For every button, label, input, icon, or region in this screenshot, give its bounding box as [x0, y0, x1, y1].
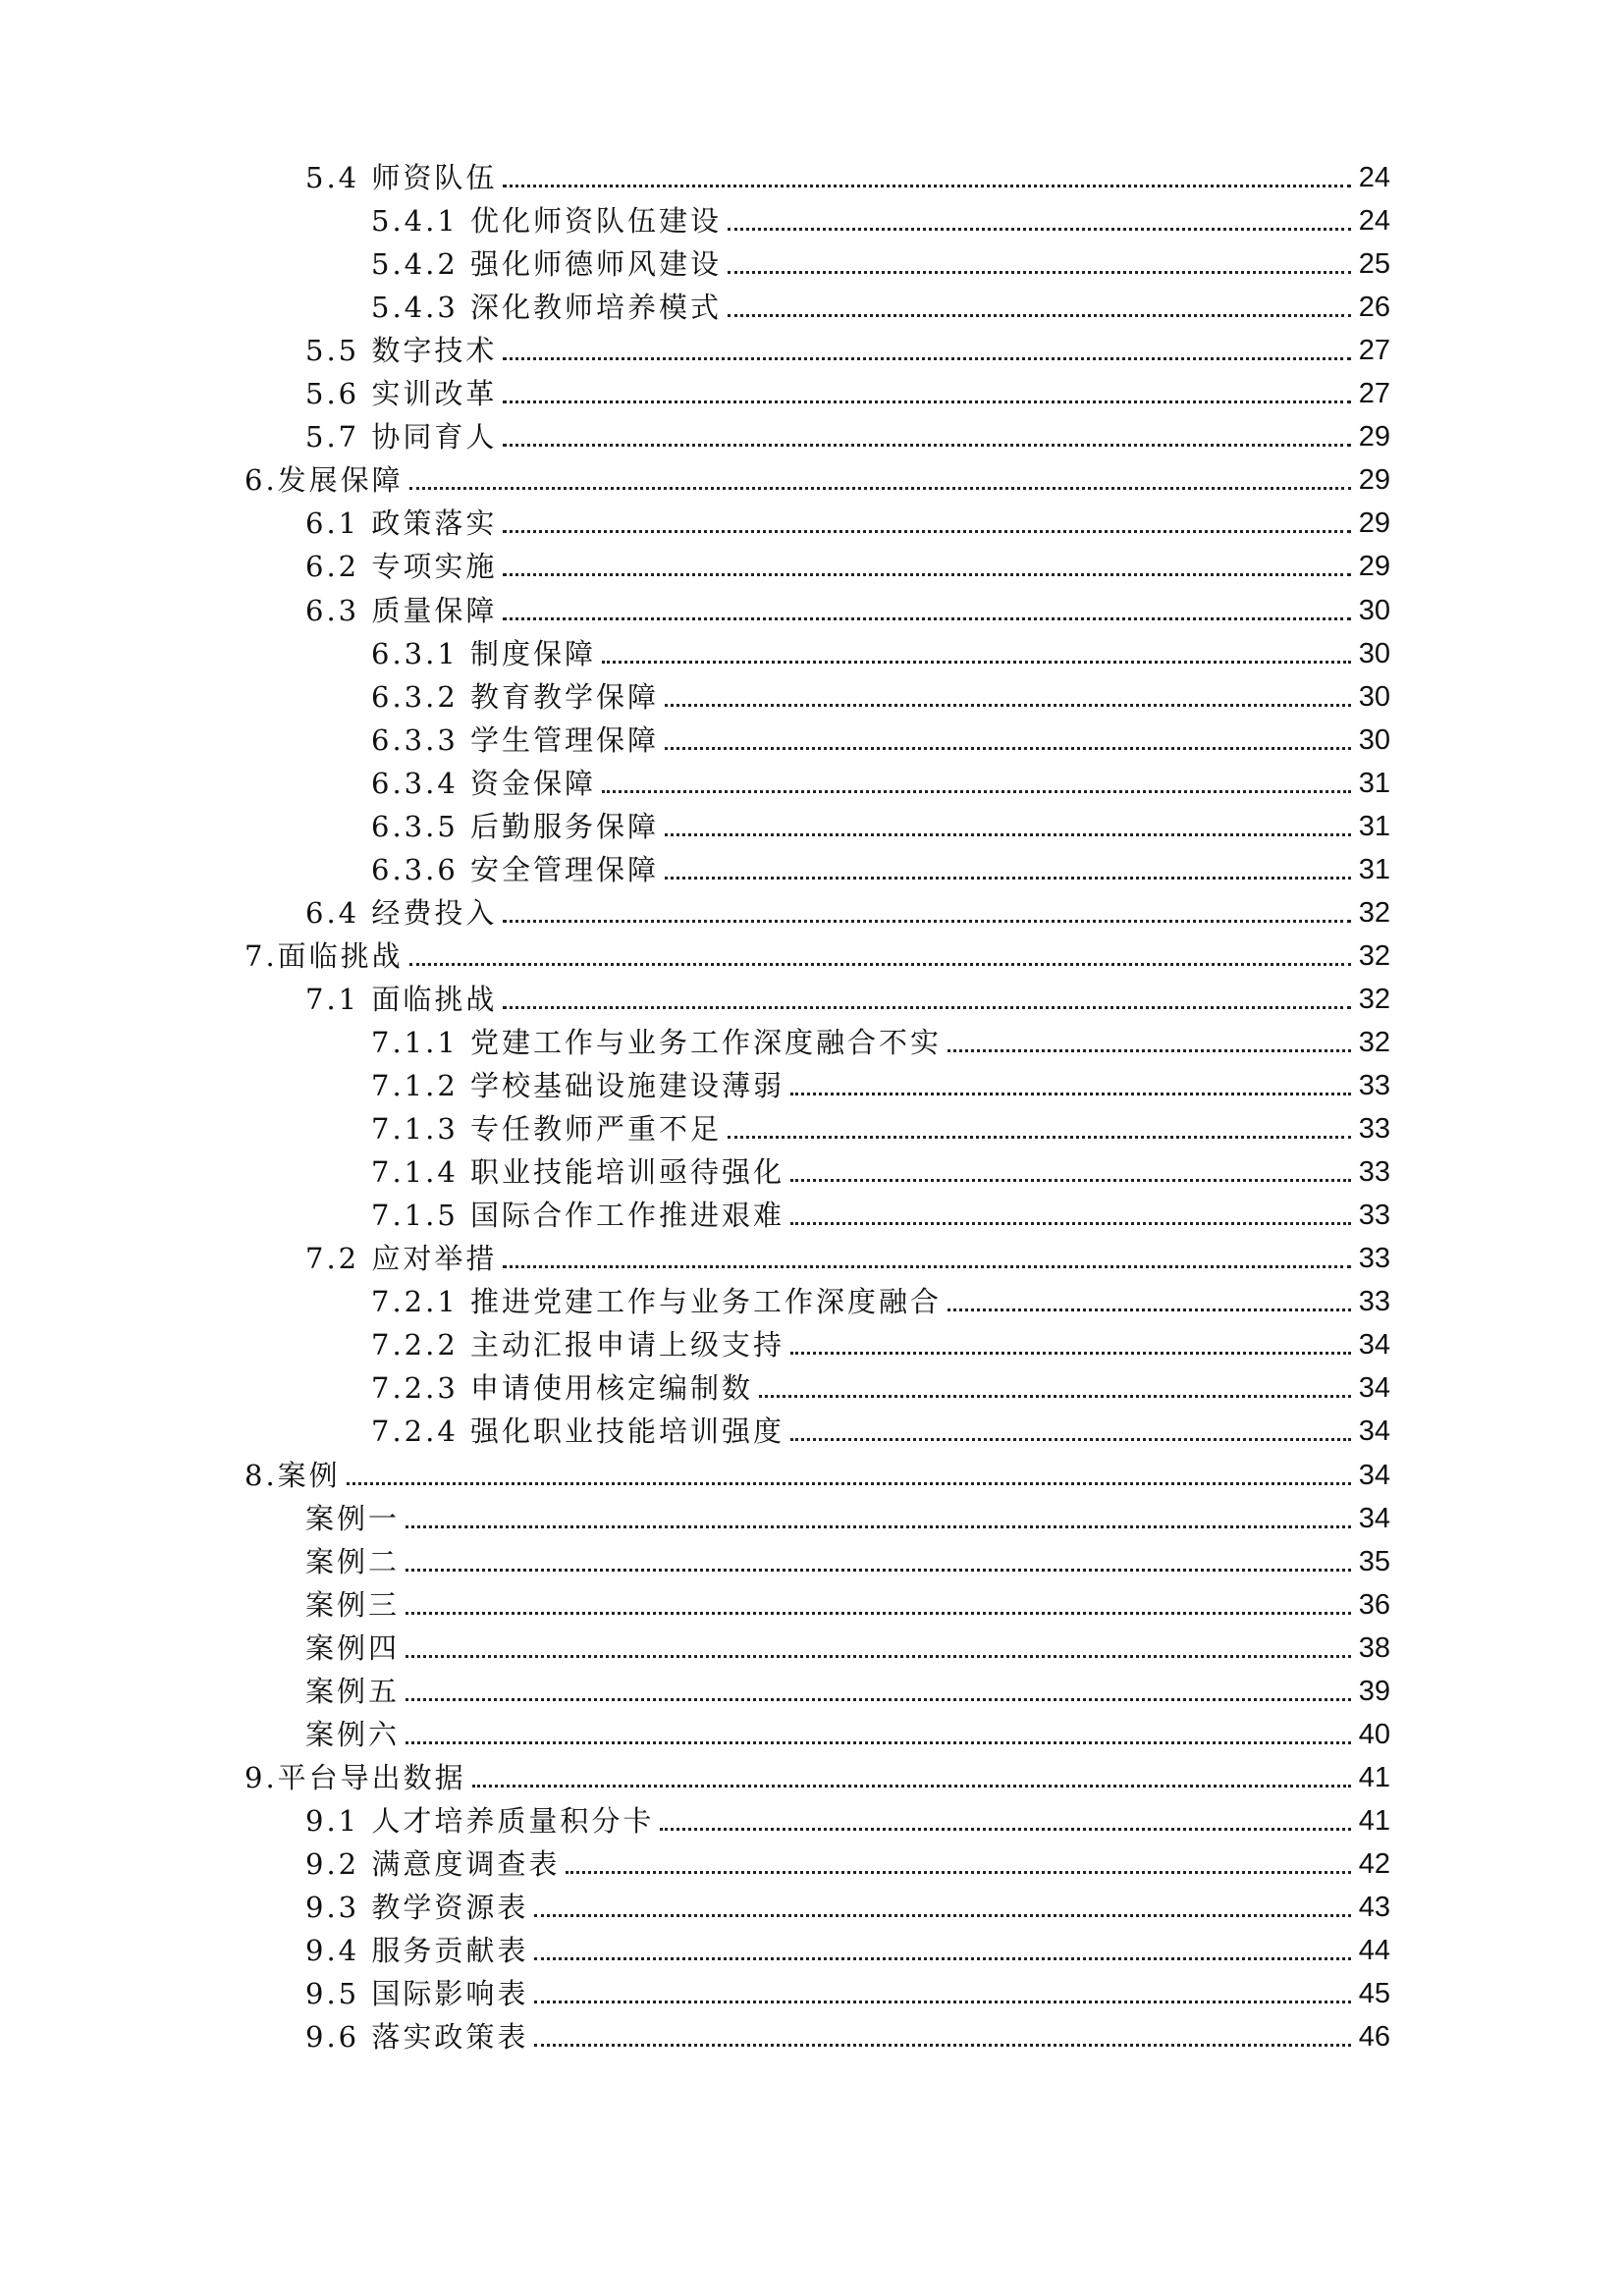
toc-entry[interactable]	[305, 1838, 1390, 1881]
toc-entry-title: 6.4 经费投入	[305, 895, 498, 930]
toc-dot-leader	[665, 704, 1351, 707]
toc-entry-page-number: 43	[1358, 1892, 1390, 1923]
toc-entry-page-number: 34	[1358, 1502, 1390, 1534]
toc-entry[interactable]	[305, 1535, 1390, 1578]
toc-entry-title: 案例五	[305, 1674, 401, 1708]
toc-entry-page-number: 45	[1358, 1978, 1390, 2010]
toc-entry-page-number: 31	[1358, 853, 1390, 885]
toc-entry-page-number: 32	[1358, 983, 1390, 1015]
toc-entry-page-number: 46	[1358, 2021, 1390, 2054]
toc-entry-title: 6.1 政策落实	[305, 507, 498, 541]
toc-entry[interactable]	[371, 627, 1390, 670]
toc-dot-leader	[534, 1957, 1351, 1960]
toc-entry-title: 9.5 国际影响表	[305, 1977, 529, 2011]
toc-entry[interactable]	[371, 1146, 1390, 1189]
toc-entry[interactable]	[305, 410, 1390, 454]
toc-dot-leader	[728, 314, 1351, 317]
toc-entry-page-number: 34	[1358, 1329, 1390, 1362]
toc-entry-page-number: 25	[1358, 248, 1390, 281]
toc-dot-leader	[602, 790, 1351, 793]
toc-entry[interactable]	[371, 800, 1390, 843]
toc-entry-page-number: 24	[1358, 162, 1390, 193]
toc-entry[interactable]	[305, 1622, 1390, 1665]
toc-entry-title: 6.3.2 教育教学保障	[371, 679, 660, 714]
toc-dot-leader	[503, 400, 1351, 403]
toc-dot-leader	[406, 1569, 1351, 1572]
toc-entry-title: 6.3.1 制度保障	[371, 636, 597, 670]
toc-entry-page-number: 33	[1358, 1156, 1390, 1189]
toc-dot-leader	[534, 1914, 1351, 1917]
toc-dot-leader	[728, 271, 1351, 274]
toc-dot-leader	[534, 2001, 1351, 2003]
toc-entry-page-number: 40	[1358, 1718, 1390, 1750]
toc-entry-title: 9.1 人才培养质量积分卡	[305, 1803, 655, 1838]
toc-entry[interactable]	[305, 1578, 1390, 1622]
toc-entry-page-number: 33	[1358, 1070, 1390, 1102]
toc-entry-title: 5.4 师资队伍	[305, 161, 498, 194]
toc-entry-page-number: 34	[1358, 1372, 1390, 1405]
toc-entry-title: 7.1.1 党建工作与业务工作深度融合不实	[371, 1026, 943, 1059]
toc-entry-title: 6.发展保障	[244, 463, 404, 498]
toc-entry-page-number: 39	[1358, 1675, 1390, 1707]
toc-entry[interactable]	[305, 886, 1390, 930]
toc-entry-page-number: 42	[1358, 1847, 1390, 1880]
toc-entry-page-number: 33	[1358, 1200, 1390, 1232]
toc-entry[interactable]	[371, 238, 1390, 281]
toc-entry[interactable]	[244, 930, 1390, 973]
toc-entry-title: 7.2.4 强化职业技能培训强度	[371, 1415, 785, 1449]
toc-entry[interactable]	[371, 670, 1390, 714]
toc-entry-page-number: 36	[1358, 1588, 1390, 1621]
toc-entry-page-number: 41	[1358, 1761, 1390, 1793]
toc-entry[interactable]	[305, 1967, 1390, 2010]
toc-entry-page-number: 35	[1358, 1545, 1390, 1577]
toc-entry-page-number: 44	[1358, 1935, 1390, 1967]
toc-dot-leader	[602, 661, 1351, 664]
toc-entry[interactable]	[305, 151, 1390, 194]
toc-dot-leader	[503, 357, 1351, 360]
toc-entry-title: 6.3.4 资金保障	[371, 766, 597, 800]
toc-entry-page-number: 29	[1358, 551, 1390, 583]
toc-entry[interactable]	[305, 1924, 1390, 1967]
toc-entry-title: 5.7 协同育人	[305, 420, 498, 454]
toc-dot-leader	[406, 1655, 1351, 1658]
toc-entry-title: 案例二	[305, 1544, 401, 1578]
toc-dot-leader	[472, 1785, 1351, 1788]
toc-entry[interactable]	[244, 454, 1390, 497]
toc-entry[interactable]	[371, 1275, 1390, 1318]
toc-entry-title: 9.2 满意度调查表	[305, 1846, 561, 1881]
toc-entry-page-number: 31	[1358, 767, 1390, 799]
toc-entry-page-number: 29	[1358, 421, 1390, 454]
toc-dot-leader	[409, 487, 1351, 490]
toc-entry-page-number: 27	[1358, 378, 1390, 410]
toc-entry[interactable]	[305, 497, 1390, 540]
toc-entry-page-number: 30	[1358, 594, 1390, 626]
toc-entry[interactable]	[305, 973, 1390, 1016]
toc-entry[interactable]	[371, 1362, 1390, 1405]
toc-entry[interactable]	[371, 1016, 1390, 1059]
toc-dot-leader	[665, 833, 1351, 836]
toc-entry-page-number: 29	[1358, 464, 1390, 497]
toc-entry[interactable]	[305, 1708, 1390, 1751]
toc-entry-title: 9.4 服务贡献表	[305, 1934, 529, 1968]
toc-entry-page-number: 30	[1358, 637, 1390, 669]
toc-entry-page-number: 38	[1358, 1631, 1390, 1664]
toc-entry[interactable]	[371, 194, 1390, 238]
toc-entry[interactable]	[305, 540, 1390, 583]
toc-entry-page-number: 26	[1358, 292, 1390, 324]
toc-entry-title: 6.3.3 学生管理保障	[371, 722, 660, 757]
toc-entry-page-number: 29	[1358, 507, 1390, 540]
toc-entry-title: 6.3 质量保障	[305, 593, 498, 627]
toc-dot-leader	[566, 1871, 1351, 1874]
toc-entry[interactable]	[244, 1751, 1390, 1794]
toc-entry-page-number: 24	[1358, 205, 1390, 238]
toc-entry[interactable]	[305, 2010, 1390, 2054]
toc-entry-title: 6.2 专项实施	[305, 550, 498, 584]
toc-entry-page-number: 27	[1358, 335, 1390, 367]
toc-dot-leader	[503, 1006, 1351, 1009]
toc-entry-page-number: 32	[1358, 1027, 1390, 1058]
toc-entry-page-number: 30	[1358, 680, 1390, 713]
toc-dot-leader	[406, 1525, 1351, 1528]
toc-entry-title: 9.3 教学资源表	[305, 1891, 529, 1924]
toc-entry[interactable]	[371, 1405, 1390, 1448]
toc-dot-leader	[790, 1093, 1351, 1095]
toc-entry-title: 7.2.1 推进党建工作与业务工作深度融合	[371, 1285, 943, 1319]
toc-dot-leader	[660, 1828, 1351, 1831]
toc-dot-leader	[409, 963, 1351, 966]
toc-entry-title: 案例六	[305, 1717, 401, 1751]
toc-entry-title: 5.6 实训改革	[305, 377, 498, 411]
toc-entry-page-number: 33	[1358, 1286, 1390, 1318]
toc-entry-page-number: 33	[1358, 1113, 1390, 1146]
toc-entry-title: 5.5 数字技术	[305, 334, 498, 368]
toc-dot-leader	[665, 877, 1351, 880]
toc-dot-leader	[503, 920, 1351, 923]
toc-entry-page-number: 34	[1358, 1459, 1390, 1491]
toc-dot-leader	[503, 444, 1351, 447]
toc-entry-title: 7.1.2 学校基础设施建设薄弱	[371, 1069, 785, 1103]
toc-entry-title: 7.1.5 国际合作工作推进艰难	[371, 1199, 785, 1233]
toc-entry-title: 9.6 落实政策表	[305, 2020, 529, 2055]
toc-dot-leader	[503, 530, 1351, 533]
toc-dot-leader	[503, 617, 1351, 620]
toc-entry-page-number: 34	[1358, 1415, 1390, 1448]
toc-entry-title: 7.面临挑战	[244, 938, 404, 973]
toc-entry[interactable]	[371, 1102, 1390, 1146]
toc-entry[interactable]	[371, 843, 1390, 886]
toc-dot-leader	[790, 1222, 1351, 1225]
toc-entry-title: 6.3.5 后勤服务保障	[371, 809, 660, 843]
toc-entry[interactable]	[305, 324, 1390, 367]
toc-dot-leader	[759, 1395, 1351, 1398]
toc-dot-leader	[347, 1482, 1351, 1485]
toc-dot-leader	[947, 1308, 1351, 1311]
toc-entry-title: 6.3.6 安全管理保障	[371, 852, 660, 886]
toc-entry-title: 7.2.3 申请使用核定编制数	[371, 1371, 754, 1406]
toc-entry-title: 案例三	[305, 1587, 401, 1622]
toc-entry[interactable]	[305, 1492, 1390, 1535]
toc-entry[interactable]	[244, 1449, 1390, 1492]
toc-entry-page-number: 32	[1358, 896, 1390, 929]
toc-entry[interactable]	[371, 757, 1390, 800]
toc-entry-title: 7.1 面临挑战	[305, 982, 498, 1016]
toc-dot-leader	[728, 1136, 1351, 1139]
toc-dot-leader	[728, 228, 1351, 231]
toc-entry-title: 5.4.1 优化师资队伍建设	[371, 204, 723, 239]
toc-entry-title: 案例一	[305, 1501, 401, 1535]
toc-entry[interactable]	[305, 1665, 1390, 1708]
toc-entry-title: 5.4.3 深化教师培养模式	[371, 291, 723, 325]
toc-entry[interactable]	[305, 1881, 1390, 1924]
toc-entry-page-number: 30	[1358, 723, 1390, 756]
toc-entry[interactable]	[371, 1189, 1390, 1232]
toc-entry-title: 7.2 应对举措	[305, 1242, 498, 1276]
toc-dot-leader	[947, 1049, 1351, 1052]
toc-dot-leader	[503, 185, 1351, 187]
toc-entry-title: 8.案例	[244, 1458, 341, 1492]
toc-entry[interactable]	[305, 367, 1390, 410]
toc-entry-title: 5.4.2 强化师德师风建设	[371, 247, 723, 282]
toc-entry-title: 案例四	[305, 1630, 401, 1665]
toc-dot-leader	[406, 1698, 1351, 1701]
toc-entry-title: 7.1.3 专任教师严重不足	[371, 1112, 723, 1147]
toc-dot-leader	[790, 1438, 1351, 1441]
toc-entry[interactable]	[305, 1232, 1390, 1275]
toc-entry-page-number: 41	[1358, 1804, 1390, 1837]
toc-entry[interactable]	[371, 1318, 1390, 1362]
toc-dot-leader	[790, 1179, 1351, 1182]
toc-dot-leader	[665, 747, 1351, 750]
toc-entry[interactable]	[371, 714, 1390, 757]
toc-entry[interactable]	[305, 584, 1390, 627]
toc-dot-leader	[790, 1352, 1351, 1355]
toc-dot-leader	[503, 1265, 1351, 1268]
toc-entry[interactable]	[371, 1059, 1390, 1102]
toc-entry-title: 7.1.4 职业技能培训亟待强化	[371, 1155, 785, 1190]
toc-entry[interactable]	[305, 1794, 1390, 1838]
toc-entry-page-number: 32	[1358, 939, 1390, 972]
toc-entry[interactable]	[371, 281, 1390, 324]
toc-entry-page-number: 31	[1358, 810, 1390, 842]
toc-dot-leader	[503, 573, 1351, 576]
toc-dot-leader	[406, 1612, 1351, 1615]
toc-entry-page-number: 33	[1358, 1243, 1390, 1275]
toc-entry-title: 9.平台导出数据	[244, 1760, 466, 1794]
toc-dot-leader	[406, 1741, 1351, 1744]
toc-dot-leader	[534, 2044, 1351, 2047]
toc-entry-title: 7.2.2 主动汇报申请上级支持	[371, 1328, 785, 1362]
